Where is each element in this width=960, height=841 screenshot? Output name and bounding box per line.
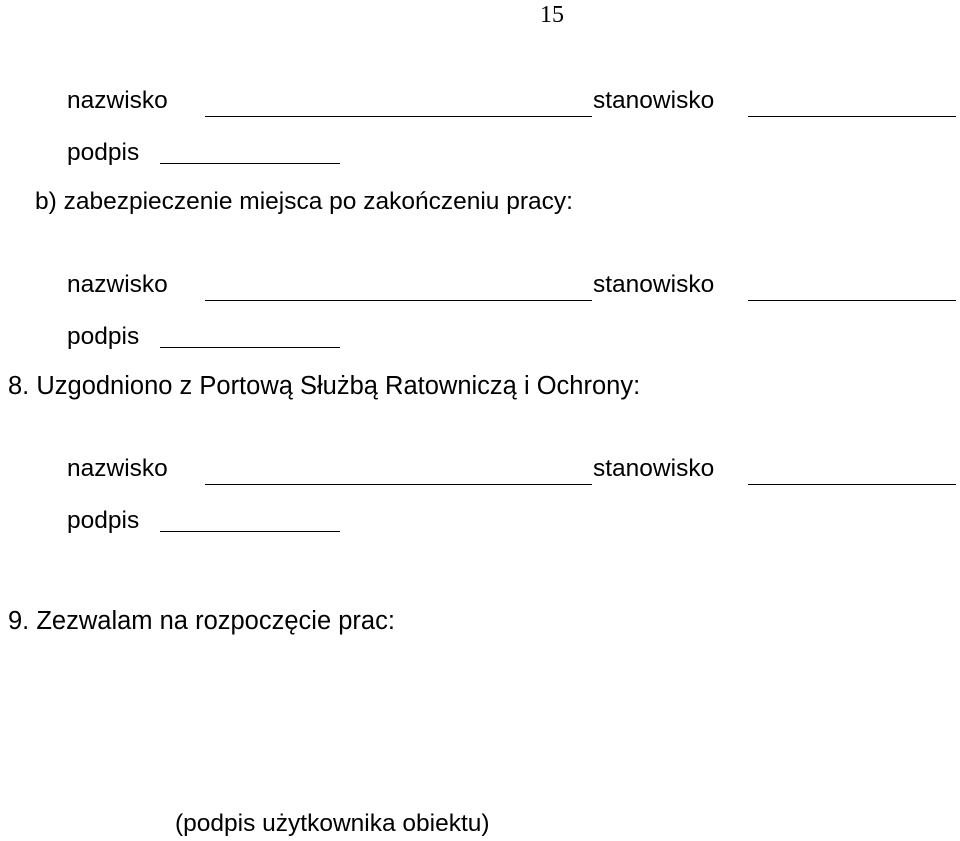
nazwisko-line-3[interactable] bbox=[205, 484, 592, 485]
podpis-line-3[interactable] bbox=[160, 531, 340, 532]
user-signature-caption: (podpis użytkownika obiektu) bbox=[175, 810, 490, 837]
nazwisko-label-2: nazwisko bbox=[67, 271, 168, 298]
page-number: 15 bbox=[540, 2, 564, 28]
stanowisko-label-2: stanowisko bbox=[593, 271, 715, 298]
nazwisko-line-2[interactable] bbox=[205, 300, 592, 301]
stanowisko-label-3: stanowisko bbox=[593, 455, 715, 482]
stanowisko-label-1: stanowisko bbox=[593, 87, 715, 114]
stanowisko-line-2[interactable] bbox=[748, 300, 956, 301]
section-b-heading: b) zabezpieczenie miejsca po zakończeniu pracy: bbox=[35, 188, 573, 215]
stanowisko-line-1[interactable] bbox=[748, 116, 956, 117]
section-8-heading: 8. Uzgodniono z Portową Służbą Ratowniczą i Ochrony: bbox=[8, 372, 641, 400]
nazwisko-line-1[interactable] bbox=[205, 116, 592, 117]
podpis-label-1: podpis bbox=[67, 139, 140, 166]
nazwisko-label-1: nazwisko bbox=[67, 87, 168, 114]
podpis-line-1[interactable] bbox=[160, 163, 340, 164]
nazwisko-label-3: nazwisko bbox=[67, 455, 168, 482]
section-9-heading: 9. Zezwalam na rozpoczęcie prac: bbox=[8, 607, 395, 635]
podpis-line-2[interactable] bbox=[160, 347, 340, 348]
podpis-label-3: podpis bbox=[67, 507, 140, 534]
stanowisko-line-3[interactable] bbox=[748, 484, 956, 485]
podpis-label-2: podpis bbox=[67, 323, 140, 350]
